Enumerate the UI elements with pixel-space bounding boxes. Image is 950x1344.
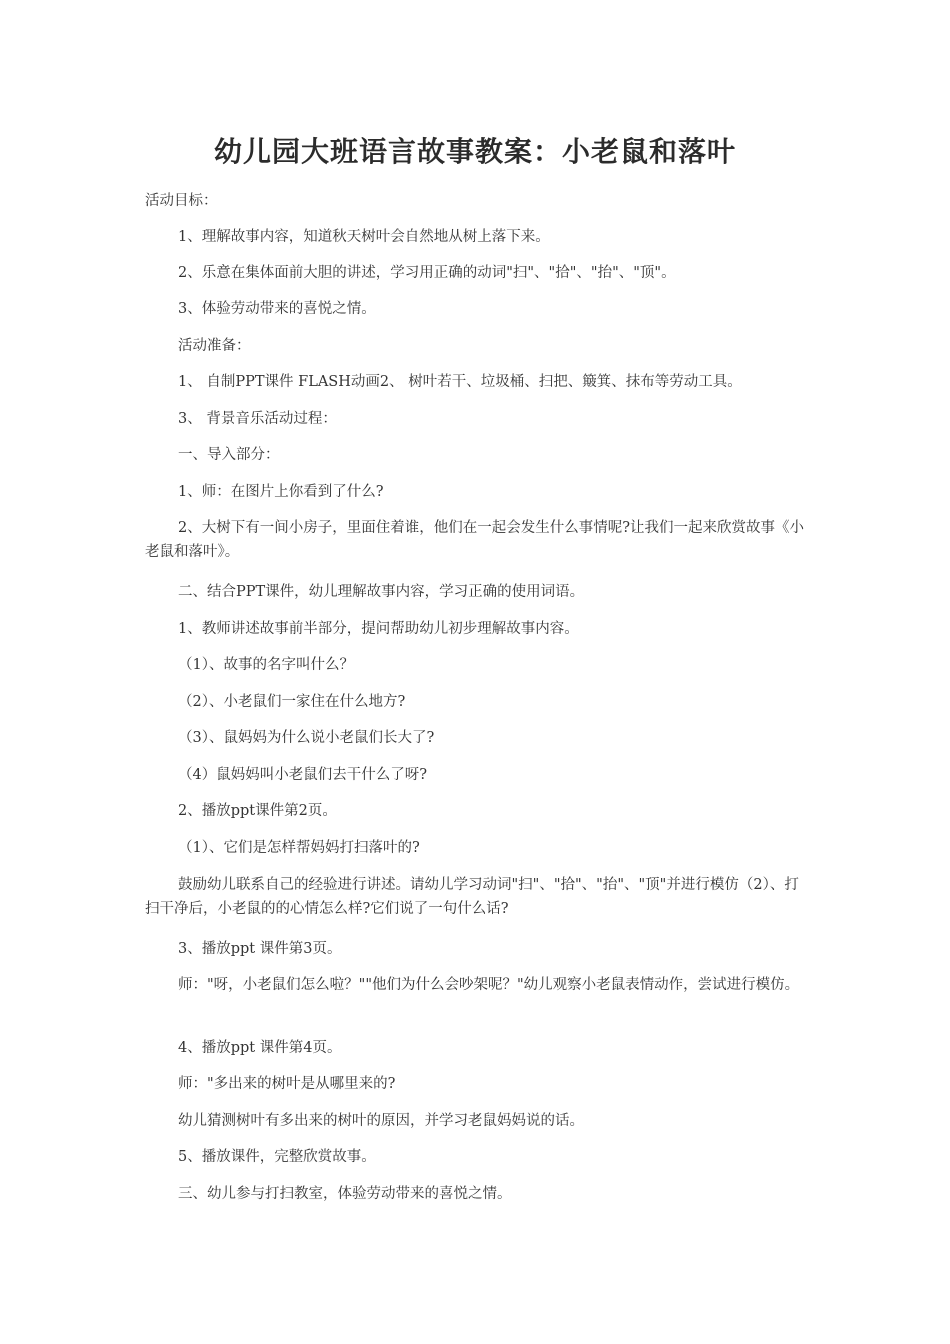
paragraph-question-2: （2）、小老鼠们一家住在什么地方? xyxy=(178,694,406,710)
paragraph-step-1-2: 2、大树下有一间小房子，里面住着谁，他们在一起会发生什么事情呢?让我们一起来欣赏故事《小老鼠和落叶》。 xyxy=(145,520,804,560)
paragraph-prep-1: 1、 自制PPT课件 FLASH动画2、 树叶若干、垃圾桶、扫把、簸箕、抹布等劳动工具。 xyxy=(178,374,742,390)
paragraph-guess: 幼儿猜测树叶有多出来的树叶的原因，并学习老鼠妈妈说的话。 xyxy=(178,1113,584,1129)
paragraph-question-1: （1）、故事的名字叫什么？ xyxy=(178,657,354,673)
document-title: 幼儿园大班语言故事教案：小老鼠和落叶 xyxy=(213,135,736,168)
paragraph-goals-heading: 活动目标： xyxy=(145,193,218,209)
paragraph-step-2-4: 4、播放ppt 课件第4页。 xyxy=(178,1040,342,1056)
paragraph-section-3: 三、幼儿参与打扫教室，体验劳动带来的喜悦之情。 xyxy=(178,1186,512,1202)
paragraph-teacher-1: 师："呀，小老鼠们怎么啦？""他们为什么会吵架呢？"幼儿观察小老鼠表情动作，尝试进行模仿。 xyxy=(178,977,800,993)
paragraph-step-2-2: 2、播放ppt课件第2页。 xyxy=(178,803,337,819)
paragraph-step-2-3: 3、播放ppt 课件第3页。 xyxy=(178,941,342,957)
paragraph-goal-2: 2、乐意在集体面前大胆的讲述，学习用正确的动词"扫"、"拾"、"抬"、"顶"。 xyxy=(178,265,676,281)
paragraph-goal-1: 1、理解故事内容，知道秋天树叶会自然地从树上落下来。 xyxy=(178,229,550,245)
paragraph-encourage: 鼓励幼儿联系自己的经验进行讲述。请幼儿学习动词"扫"、"拾"、"抬"、"顶"并进行模仿（2）、打扫干净后，小老鼠的的心情怎么样?它们说了一句什么话? xyxy=(145,877,799,917)
paragraph-question-4: （4）鼠妈妈叫小老鼠们去干什么了呀? xyxy=(178,767,427,783)
paragraph-prep-heading: 活动准备： xyxy=(178,338,251,354)
paragraph-goal-3: 3、体验劳动带来的喜悦之情。 xyxy=(178,301,376,317)
paragraph-step-1-1: 1、师：在图片上你看到了什么? xyxy=(178,484,384,500)
paragraph-step-2-5: 5、播放课件，完整欣赏故事。 xyxy=(178,1149,376,1165)
paragraph-step-2-1: 1、教师讲述故事前半部分，提问帮助幼儿初步理解故事内容。 xyxy=(178,621,579,637)
paragraph-section-1: 一、导入部分： xyxy=(178,447,280,463)
paragraph-prep-3: 3、 背景音乐活动过程： xyxy=(178,411,337,427)
paragraph-section-2: 二、结合PPT课件，幼儿理解故事内容，学习正确的使用词语。 xyxy=(178,584,585,600)
paragraph-question-5: （1）、它们是怎样帮妈妈打扫落叶的? xyxy=(178,840,420,856)
paragraph-question-3: （3）、鼠妈妈为什么说小老鼠们长大了? xyxy=(178,730,435,746)
paragraph-teacher-2: 师："多出来的树叶是从哪里来的? xyxy=(178,1076,396,1092)
